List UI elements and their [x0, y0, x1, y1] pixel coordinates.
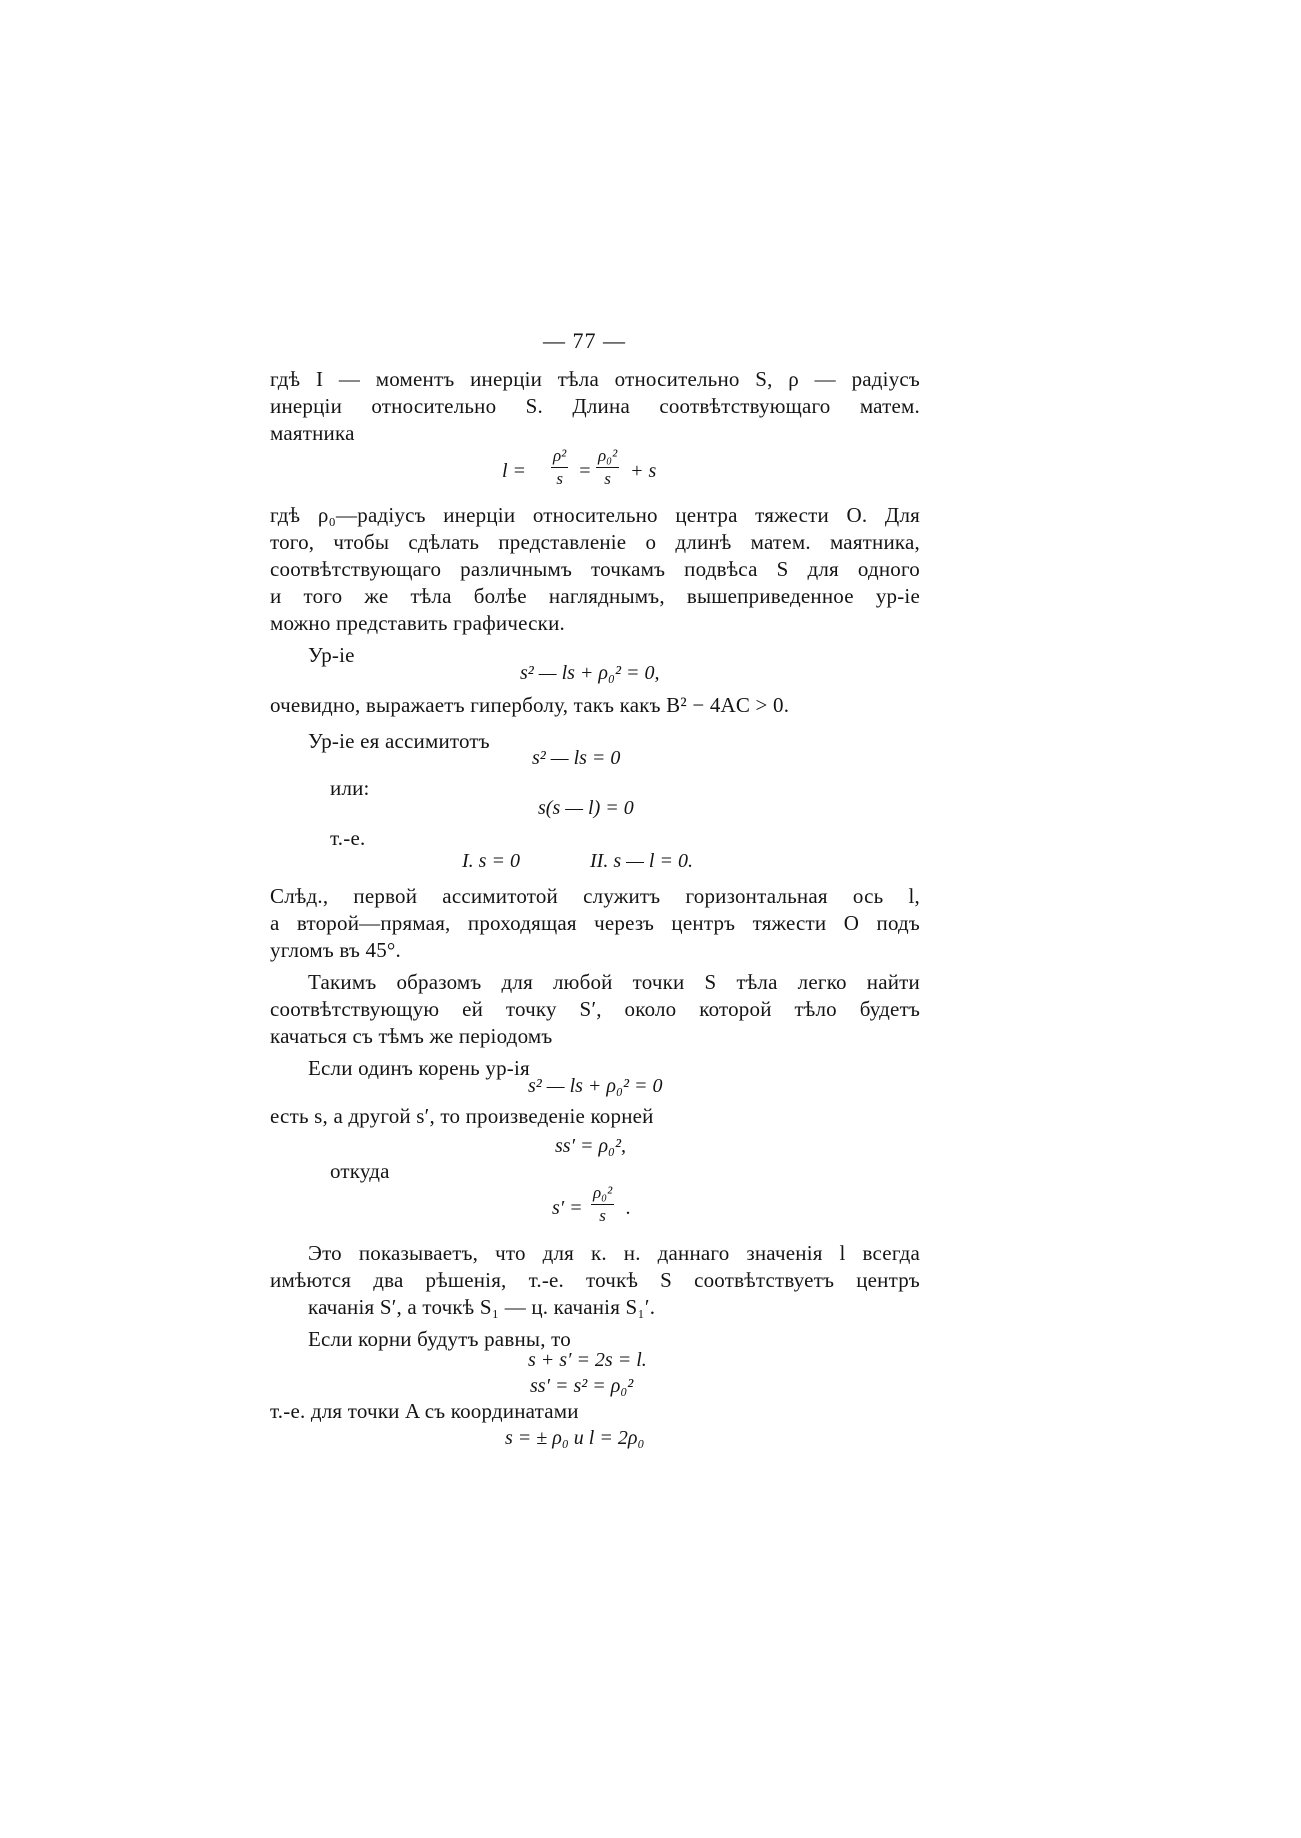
fraction-denominator: s: [604, 469, 611, 488]
formula-s-prime-lhs: s′ =: [552, 1197, 583, 1219]
text-line-23: Это показываетъ, что для к. н. даннаго значенiя l всегда: [308, 1241, 920, 1265]
formula-factored: s(s — l) = 0: [538, 797, 634, 819]
text-line-26: Если корни будутъ равны, то: [308, 1327, 571, 1351]
text-line-8: можно представить графически.: [270, 611, 565, 635]
formula-sum-roots: s + s′ = 2s = l.: [528, 1349, 647, 1371]
text-line-17: Такимъ образомъ для любой точки S тѣла легко найти: [308, 970, 920, 994]
text-line-19: качаться съ тѣмъ же перiодомъ: [270, 1024, 553, 1048]
text-line-18: соотвѣтствующую ей точку S′, около которой тѣло будетъ: [270, 997, 920, 1021]
text-line-11: Ур-iе ея ассимитотъ: [308, 729, 490, 753]
text-line-3: маятника: [270, 421, 355, 445]
page-number: — 77 —: [543, 328, 626, 353]
text-line-4: гдѣ ρ₀—радiусъ инерцiи относительно центра тяжести O. Для: [270, 503, 920, 527]
text-line-12: или:: [330, 776, 370, 800]
formula-square-equal: ss′ = s² = ρ₀²: [530, 1375, 634, 1397]
text-line-16: угломъ въ 45°.: [270, 938, 401, 962]
fraction-denominator: s: [599, 1206, 606, 1225]
text-line-27: т.-е. для точки A съ координатами: [270, 1399, 579, 1423]
fraction-numerator: ρ²: [551, 446, 568, 468]
text-line-13: т.-е.: [330, 826, 366, 850]
text-line-6: соотвѣтствующаго различнымъ точкамъ подвѣса S для одного: [270, 557, 920, 581]
formula-hyperbola: s² — ls + ρ₀² = 0,: [520, 662, 660, 684]
text-line-21: есть s, а другой s′, то произведенiе корней: [270, 1104, 654, 1128]
text-line-1: гдѣ I — моментъ инерцiи тѣла относительно S, ρ — радiусъ: [270, 367, 920, 391]
formula-fraction-s-prime: [591, 1183, 614, 1226]
fraction-numerator: ρ₀²: [591, 1183, 614, 1205]
formula-period: .: [626, 1197, 631, 1219]
formula-plus-s: + s: [630, 460, 657, 482]
formula-point-a-coordinates: s = ± ρ₀ и l = 2ρ₀: [505, 1427, 645, 1449]
formula-asymptotes: s² — ls = 0: [532, 747, 621, 769]
text-line-24: имѣются два рѣшенiя, т.-е. точкѣ S соотвѣтствуетъ центръ: [270, 1268, 920, 1292]
formula-root-two: II. s — l = 0.: [590, 850, 693, 872]
formula-root-one: I. s = 0: [462, 850, 520, 872]
text-line-5: того, чтобы сдѣлать представленiе о длинѣ матем. маятника,: [270, 530, 920, 554]
formula-equals: =: [578, 460, 592, 482]
text-line-14: Слѣд., первой ассимитотой служитъ горизонтальная ось l,: [270, 884, 920, 908]
fraction-numerator: ρ₀²: [596, 446, 619, 468]
text-line-22: откуда: [330, 1159, 390, 1183]
text-line-15: а второй—прямая, проходящая черезъ центръ тяжести O подъ: [270, 911, 920, 935]
fraction-denominator: s: [556, 469, 563, 488]
text-line-2: инерцiи относительно S. Длина соотвѣтствующаго матем.: [270, 394, 920, 418]
formula-product-roots: ss′ = ρ₀²,: [555, 1135, 626, 1157]
text-line-9: Ур-iе: [308, 643, 355, 667]
text-line-20: Если одинъ корень ур-iя: [308, 1056, 530, 1080]
formula-quadratic: s² — ls + ρ₀² = 0: [528, 1075, 663, 1097]
text-line-10: очевидно, выражаетъ гиперболу, такъ какъ B² − 4AC > 0.: [270, 693, 790, 717]
text-line-25: качанiя S′, а точкѣ S₁ — ц. качанiя S₁′.: [308, 1295, 656, 1319]
formula-fraction-rho0-over-s: [596, 446, 619, 489]
formula-length-lhs: l =: [502, 460, 527, 482]
text-line-7: и того же тѣла болѣе нагляднымъ, вышеприведенное ур-iе: [270, 584, 920, 608]
formula-fraction-rho-over-s: [551, 446, 568, 489]
